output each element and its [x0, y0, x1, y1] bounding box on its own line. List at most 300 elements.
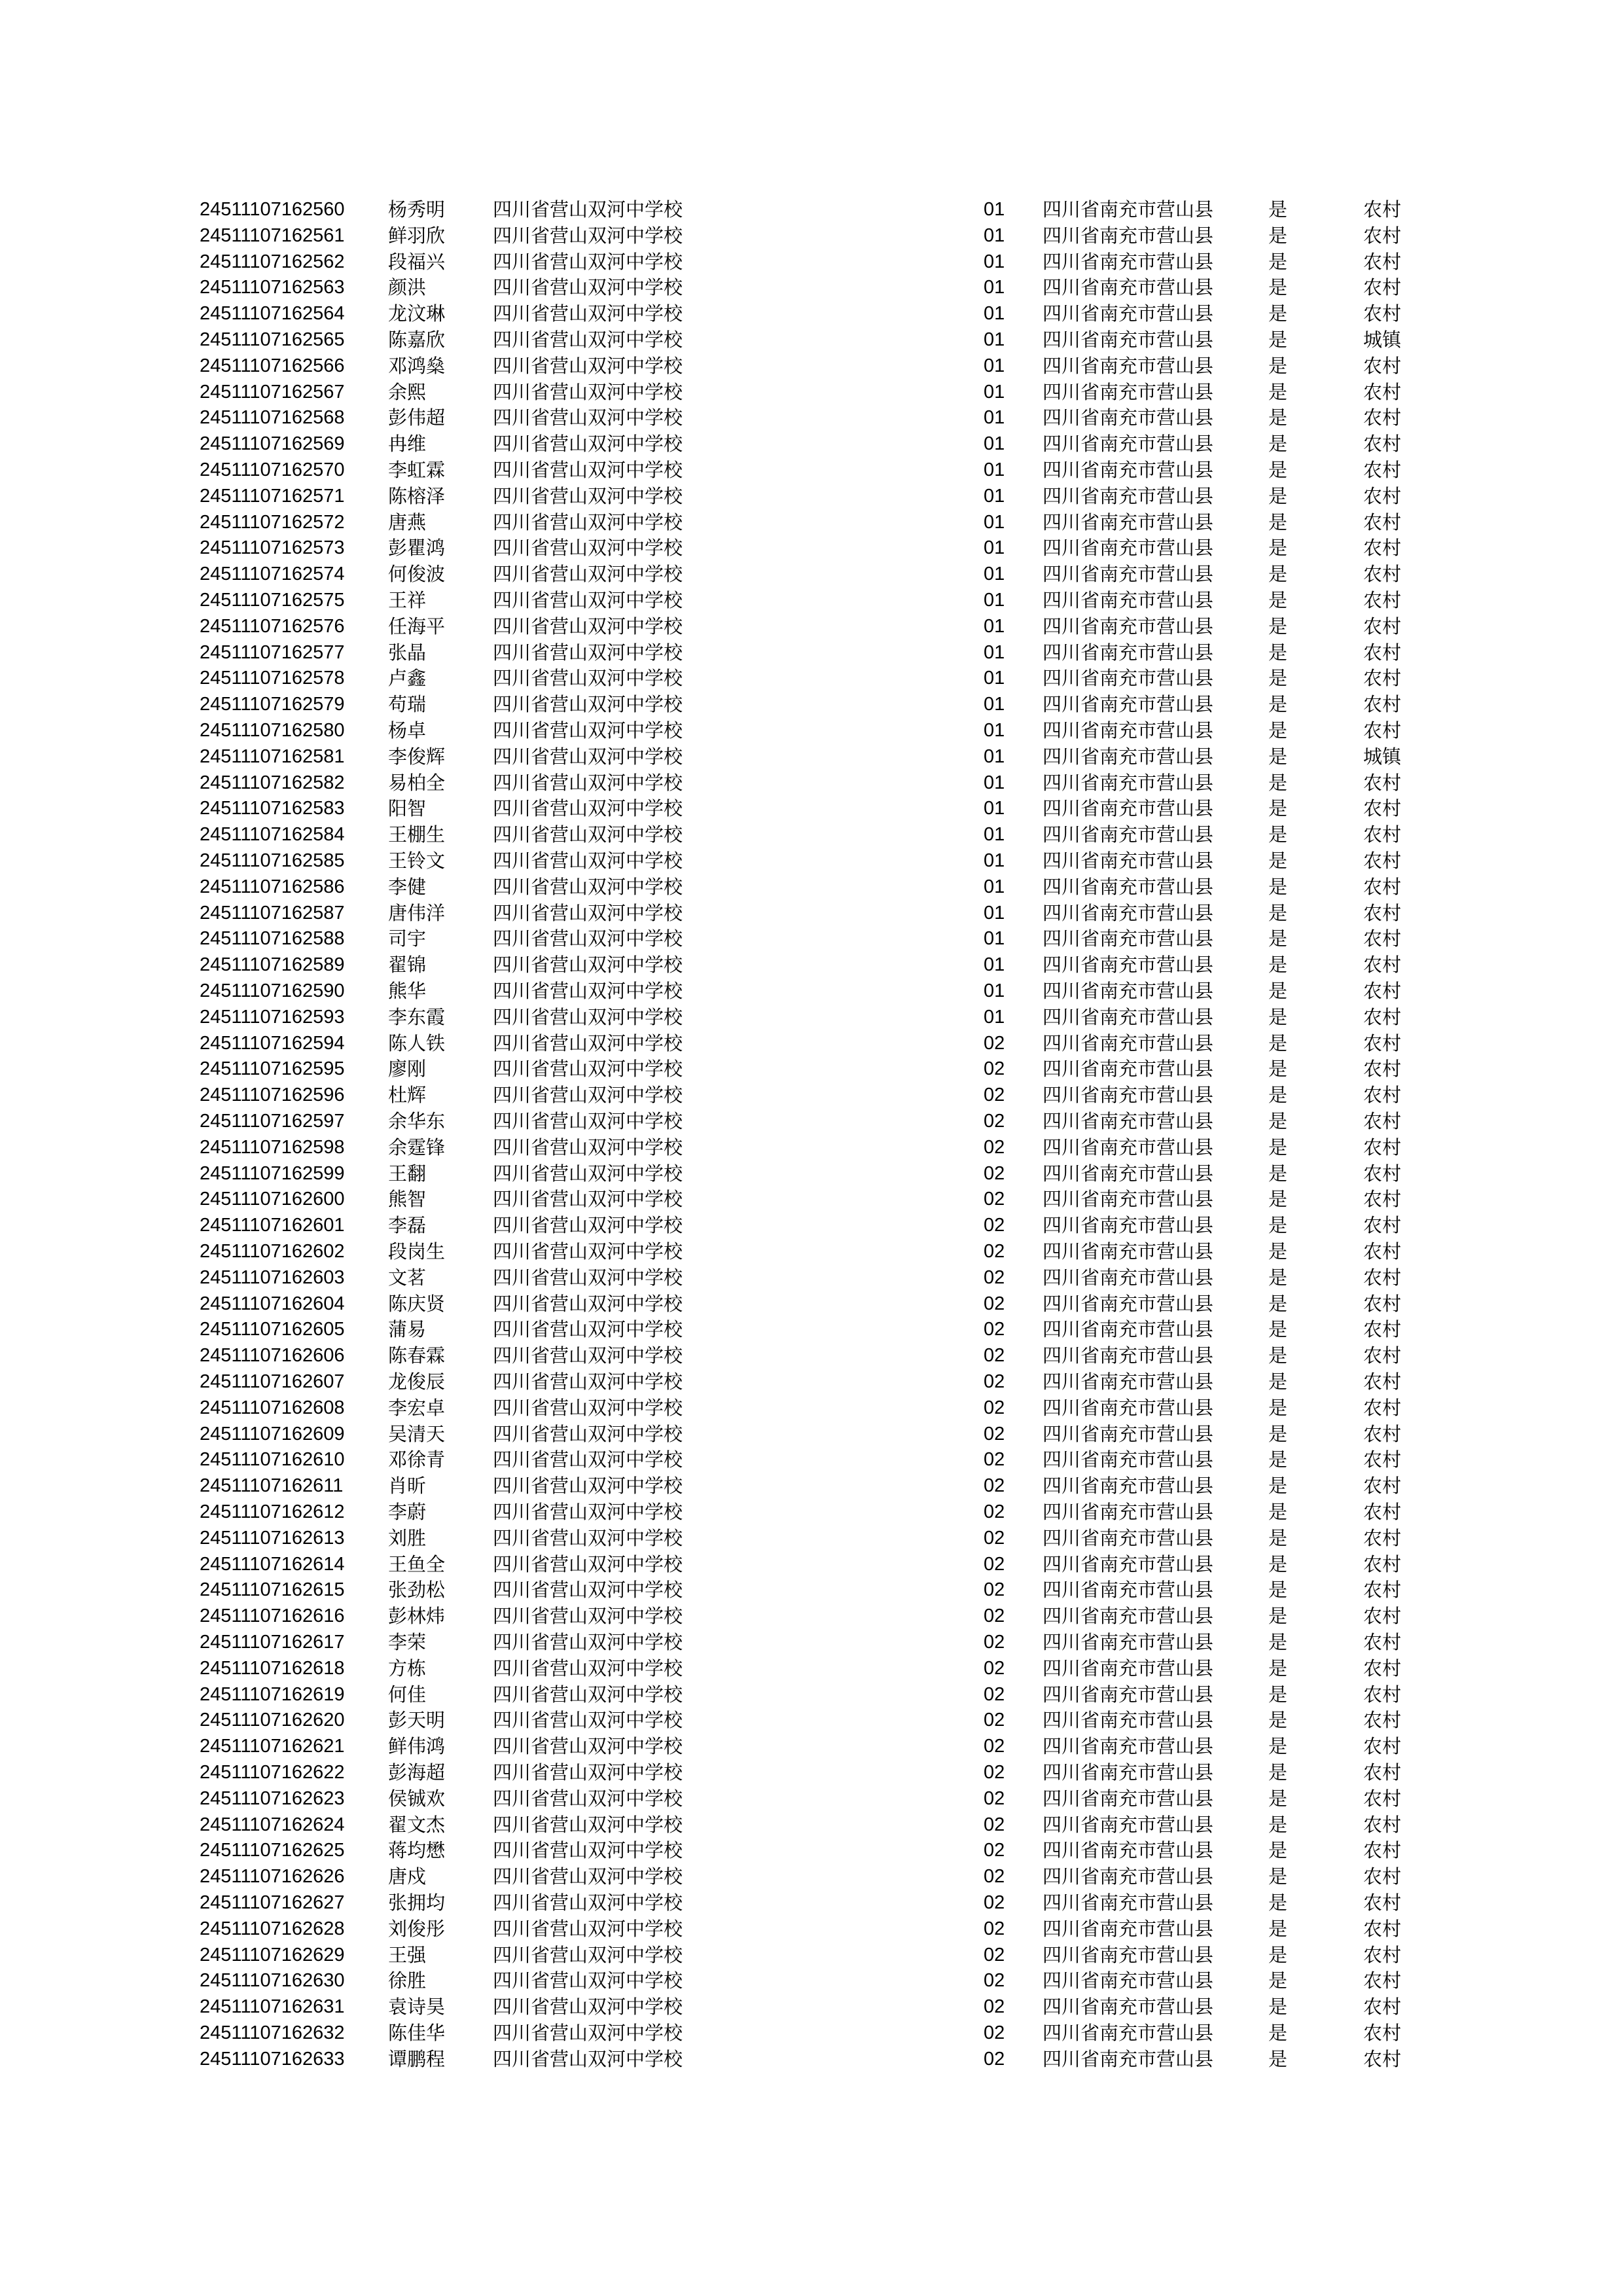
student-name: 李宏卓 — [388, 1396, 446, 1419]
eligibility-flag: 是 — [1268, 2022, 1288, 2044]
candidate-id: 24511107162590 — [200, 980, 345, 1001]
eligibility-flag: 是 — [1268, 354, 1288, 377]
school-name: 四川省营山双河中学校 — [493, 1058, 683, 1081]
household-region: 四川省南充市营山县 — [1043, 1579, 1214, 1602]
residence-type: 农村 — [1363, 433, 1402, 456]
eligibility-flag: 是 — [1268, 589, 1288, 611]
table-row — [0, 821, 1623, 848]
category-code: 01 — [984, 485, 1005, 507]
residence-type: 农村 — [1363, 1240, 1402, 1263]
school-name: 四川省营山双河中学校 — [493, 380, 683, 403]
table-row — [0, 1369, 1623, 1395]
candidate-id: 24511107162563 — [200, 277, 345, 298]
candidate-id: 24511107162611 — [200, 1475, 344, 1497]
category-code: 02 — [984, 1189, 1005, 1210]
school-name: 四川省营山双河中学校 — [493, 1110, 683, 1132]
category-code: 02 — [984, 1136, 1005, 1158]
eligibility-flag: 是 — [1268, 927, 1288, 950]
school-name: 四川省营山双河中学校 — [493, 2047, 683, 2070]
student-name: 陈人铁 — [388, 1031, 446, 1054]
household-region: 四川省南充市营山县 — [1043, 1943, 1214, 1966]
table-row — [0, 1890, 1623, 1916]
residence-type: 农村 — [1363, 198, 1402, 221]
school-name: 四川省营山双河中学校 — [493, 1162, 683, 1185]
household-region: 四川省南充市营山县 — [1043, 745, 1214, 768]
candidate-id: 24511107162607 — [200, 1371, 345, 1392]
table-row — [0, 1863, 1623, 1890]
household-region: 四川省南充市营山县 — [1043, 329, 1214, 351]
candidate-id: 24511107162587 — [200, 902, 345, 924]
candidate-id: 24511107162608 — [200, 1397, 345, 1418]
table-row — [0, 1603, 1623, 1629]
school-name: 四川省营山双河中学校 — [493, 1605, 683, 1628]
candidate-id: 24511107162628 — [200, 1918, 345, 1939]
household-region: 四川省南充市营山县 — [1043, 1761, 1214, 1784]
student-name: 张晶 — [388, 641, 427, 664]
category-code: 02 — [984, 1814, 1005, 1835]
category-code: 02 — [984, 1371, 1005, 1392]
table-row — [0, 978, 1623, 1004]
residence-type: 农村 — [1363, 1266, 1402, 1289]
eligibility-flag: 是 — [1268, 1110, 1288, 1132]
student-name: 彭天明 — [388, 1709, 446, 1732]
residence-type: 农村 — [1363, 276, 1402, 299]
category-code: 02 — [984, 2022, 1005, 2043]
school-name: 四川省营山双河中学校 — [493, 1526, 683, 1549]
household-region: 四川省南充市营山县 — [1043, 797, 1214, 820]
candidate-id: 24511107162564 — [200, 303, 345, 325]
candidate-id: 24511107162617 — [200, 1632, 345, 1653]
residence-type: 农村 — [1363, 1188, 1402, 1211]
school-name: 四川省营山双河中学校 — [493, 667, 683, 690]
residence-type: 农村 — [1363, 1318, 1402, 1341]
student-name: 段岗生 — [388, 1240, 446, 1263]
student-name: 鲜羽欣 — [388, 224, 446, 247]
candidate-id: 24511107162599 — [200, 1162, 345, 1184]
table-row — [0, 483, 1623, 509]
candidate-id: 24511107162581 — [200, 745, 345, 767]
household-region: 四川省南充市营山县 — [1043, 380, 1214, 403]
candidate-id: 24511107162625 — [200, 1840, 345, 1861]
table-row — [0, 744, 1623, 770]
residence-type: 农村 — [1363, 2047, 1402, 2070]
eligibility-flag: 是 — [1268, 1136, 1288, 1158]
category-code: 01 — [984, 850, 1005, 871]
eligibility-flag: 是 — [1268, 1996, 1288, 2018]
table-row — [0, 457, 1623, 483]
table-row — [0, 874, 1623, 900]
eligibility-flag: 是 — [1268, 1344, 1288, 1367]
household-region: 四川省南充市营山县 — [1043, 2022, 1214, 2044]
school-name: 四川省营山双河中学校 — [493, 1084, 683, 1107]
student-name: 何俊波 — [388, 563, 446, 586]
eligibility-flag: 是 — [1268, 901, 1288, 924]
eligibility-flag: 是 — [1268, 1084, 1288, 1107]
school-name: 四川省营山双河中学校 — [493, 511, 683, 533]
school-name: 四川省营山双河中学校 — [493, 1735, 683, 1758]
eligibility-flag: 是 — [1268, 1631, 1288, 1653]
category-code: 01 — [984, 980, 1005, 1001]
school-name: 四川省营山双河中学校 — [493, 1709, 683, 1732]
eligibility-flag: 是 — [1268, 563, 1288, 586]
eligibility-flag: 是 — [1268, 719, 1288, 742]
category-code: 01 — [984, 824, 1005, 846]
residence-type: 农村 — [1363, 1501, 1402, 1523]
residence-type: 农村 — [1363, 667, 1402, 690]
residence-type: 农村 — [1363, 980, 1402, 1002]
student-name: 段福兴 — [388, 250, 446, 273]
candidate-id: 24511107162598 — [200, 1136, 345, 1158]
candidate-id: 24511107162633 — [200, 2048, 345, 2070]
household-region: 四川省南充市营山县 — [1043, 1162, 1214, 1185]
student-name: 熊智 — [388, 1188, 427, 1211]
school-name: 四川省营山双河中学校 — [493, 1761, 683, 1784]
eligibility-flag: 是 — [1268, 1943, 1288, 1966]
eligibility-flag: 是 — [1268, 433, 1288, 456]
household-region: 四川省南充市营山县 — [1043, 1422, 1214, 1445]
school-name: 四川省营山双河中学校 — [493, 1266, 683, 1289]
category-code: 02 — [984, 1840, 1005, 1861]
residence-type: 农村 — [1363, 1344, 1402, 1367]
student-name: 袁诗昊 — [388, 1996, 446, 2018]
school-name: 四川省营山双河中学校 — [493, 1501, 683, 1523]
student-name: 翟文杰 — [388, 1813, 446, 1836]
eligibility-flag: 是 — [1268, 459, 1288, 481]
candidate-id: 24511107162578 — [200, 668, 345, 689]
category-code: 02 — [984, 1032, 1005, 1054]
household-region: 四川省南充市营山县 — [1043, 1631, 1214, 1653]
category-code: 01 — [984, 590, 1005, 611]
candidate-id: 24511107162574 — [200, 564, 345, 585]
residence-type: 农村 — [1363, 1761, 1402, 1784]
category-code: 02 — [984, 1892, 1005, 1913]
school-name: 四川省营山双河中学校 — [493, 1371, 683, 1393]
household-region: 四川省南充市营山县 — [1043, 250, 1214, 273]
household-region: 四川省南充市营山县 — [1043, 1005, 1214, 1028]
school-name: 四川省营山双河中学校 — [493, 302, 683, 325]
school-name: 四川省营山双河中学校 — [493, 615, 683, 637]
school-name: 四川省营山双河中学校 — [493, 823, 683, 846]
category-code: 02 — [984, 1111, 1005, 1132]
student-name: 唐戍 — [388, 1865, 427, 1888]
student-name: 冉维 — [388, 433, 427, 456]
residence-type: 农村 — [1363, 380, 1402, 403]
household-region: 四川省南充市营山县 — [1043, 537, 1214, 560]
table-row — [0, 1082, 1623, 1108]
table-row — [0, 1004, 1623, 1030]
category-code: 01 — [984, 381, 1005, 403]
table-row — [0, 952, 1623, 978]
residence-type: 农村 — [1363, 641, 1402, 664]
category-code: 02 — [984, 1501, 1005, 1522]
category-code: 01 — [984, 902, 1005, 924]
household-region: 四川省南充市营山县 — [1043, 1839, 1214, 1862]
table-row — [0, 1421, 1623, 1447]
table-row — [0, 1108, 1623, 1134]
school-name: 四川省营山双河中学校 — [493, 1917, 683, 1940]
household-region: 四川省南充市营山县 — [1043, 1292, 1214, 1315]
category-code: 02 — [984, 1475, 1005, 1497]
student-name: 邓徐青 — [388, 1448, 446, 1471]
student-name: 肖昕 — [388, 1475, 427, 1498]
category-code: 02 — [984, 1266, 1005, 1288]
eligibility-flag: 是 — [1268, 1162, 1288, 1185]
eligibility-flag: 是 — [1268, 1214, 1288, 1237]
category-code: 02 — [984, 1710, 1005, 1731]
student-name: 卢鑫 — [388, 667, 427, 690]
residence-type: 农村 — [1363, 406, 1402, 429]
student-name: 易柏全 — [388, 771, 446, 794]
table-row — [0, 770, 1623, 796]
table-row — [0, 1030, 1623, 1056]
category-code: 02 — [984, 1058, 1005, 1080]
table-row — [0, 404, 1623, 431]
category-code: 01 — [984, 694, 1005, 715]
student-name: 文茗 — [388, 1266, 427, 1289]
category-code: 01 — [984, 355, 1005, 376]
school-name: 四川省营山双河中学校 — [493, 484, 683, 507]
residence-type: 农村 — [1363, 563, 1402, 586]
household-region: 四川省南充市营山县 — [1043, 980, 1214, 1002]
table-row — [0, 1785, 1623, 1812]
eligibility-flag: 是 — [1268, 1292, 1288, 1315]
table-row — [0, 1707, 1623, 1733]
category-code: 02 — [984, 1397, 1005, 1418]
table-row — [0, 561, 1623, 587]
school-name: 四川省营山双河中学校 — [493, 1865, 683, 1888]
eligibility-flag: 是 — [1268, 615, 1288, 637]
eligibility-flag: 是 — [1268, 2047, 1288, 2070]
household-region: 四川省南充市营山县 — [1043, 1188, 1214, 1211]
household-region: 四川省南充市营山县 — [1043, 693, 1214, 716]
household-region: 四川省南充市营山县 — [1043, 1917, 1214, 1940]
student-name: 李磊 — [388, 1214, 427, 1237]
table-row — [0, 509, 1623, 535]
table-row — [0, 1134, 1623, 1160]
category-code: 02 — [984, 1683, 1005, 1705]
school-name: 四川省营山双河中学校 — [493, 641, 683, 664]
eligibility-flag: 是 — [1268, 1917, 1288, 1940]
student-name: 鲜伟鸿 — [388, 1735, 446, 1758]
student-name: 王祥 — [388, 589, 427, 611]
eligibility-flag: 是 — [1268, 1735, 1288, 1758]
school-name: 四川省营山双河中学校 — [493, 875, 683, 898]
table-row — [0, 1629, 1623, 1655]
category-code: 01 — [984, 277, 1005, 298]
category-code: 01 — [984, 459, 1005, 480]
school-name: 四川省营山双河中学校 — [493, 954, 683, 977]
eligibility-flag: 是 — [1268, 329, 1288, 351]
table-row — [0, 300, 1623, 327]
table-row — [0, 587, 1623, 613]
student-name: 王鱼全 — [388, 1552, 446, 1575]
candidate-id: 24511107162593 — [200, 1006, 345, 1028]
category-code: 02 — [984, 1423, 1005, 1444]
student-name: 颜洪 — [388, 276, 427, 299]
school-name: 四川省营山双河中学校 — [493, 1475, 683, 1498]
student-name: 王棚生 — [388, 823, 446, 846]
category-code: 02 — [984, 1241, 1005, 1262]
student-name: 蒋均懋 — [388, 1839, 446, 1862]
student-name: 徐胜 — [388, 1969, 427, 1992]
household-region: 四川省南充市营山县 — [1043, 198, 1214, 221]
residence-type: 农村 — [1363, 797, 1402, 820]
residence-type: 农村 — [1363, 484, 1402, 507]
category-code: 02 — [984, 1449, 1005, 1471]
table-row — [0, 691, 1623, 717]
category-code: 02 — [984, 1162, 1005, 1184]
category-code: 01 — [984, 251, 1005, 272]
candidate-id: 24511107162615 — [200, 1579, 345, 1601]
candidate-id: 24511107162596 — [200, 1085, 345, 1106]
household-region: 四川省南充市营山县 — [1043, 1735, 1214, 1758]
table-row — [0, 1291, 1623, 1317]
residence-type: 农村 — [1363, 1943, 1402, 1966]
school-name: 四川省营山双河中学校 — [493, 1240, 683, 1263]
table-row — [0, 431, 1623, 457]
student-name: 余华东 — [388, 1110, 446, 1132]
category-code: 02 — [984, 1970, 1005, 1992]
school-name: 四川省营山双河中学校 — [493, 850, 683, 872]
student-name: 张劲松 — [388, 1579, 446, 1602]
candidate-id: 24511107162629 — [200, 1944, 345, 1965]
residence-type: 农村 — [1363, 875, 1402, 898]
table-row — [0, 1265, 1623, 1291]
table-row — [0, 1186, 1623, 1212]
eligibility-flag: 是 — [1268, 1318, 1288, 1341]
household-region: 四川省南充市营山县 — [1043, 1969, 1214, 1992]
household-region: 四川省南充市营山县 — [1043, 1813, 1214, 1836]
residence-type: 农村 — [1363, 1865, 1402, 1888]
eligibility-flag: 是 — [1268, 484, 1288, 507]
residence-type: 农村 — [1363, 1136, 1402, 1158]
eligibility-flag: 是 — [1268, 1240, 1288, 1263]
candidate-id: 24511107162601 — [200, 1215, 345, 1236]
eligibility-flag: 是 — [1268, 1031, 1288, 1054]
eligibility-flag: 是 — [1268, 1839, 1288, 1862]
table-row — [0, 1655, 1623, 1681]
eligibility-flag: 是 — [1268, 1396, 1288, 1419]
eligibility-flag: 是 — [1268, 1813, 1288, 1836]
residence-type: 农村 — [1363, 1422, 1402, 1445]
eligibility-flag: 是 — [1268, 537, 1288, 560]
category-code: 01 — [984, 1006, 1005, 1028]
residence-type: 农村 — [1363, 1005, 1402, 1028]
table-row — [0, 223, 1623, 249]
candidate-id: 24511107162565 — [200, 329, 345, 350]
candidate-id: 24511107162589 — [200, 954, 345, 976]
school-name: 四川省营山双河中学校 — [493, 2022, 683, 2044]
candidate-id: 24511107162620 — [200, 1710, 345, 1731]
student-name: 彭林炜 — [388, 1605, 446, 1628]
eligibility-flag: 是 — [1268, 1526, 1288, 1549]
residence-type: 农村 — [1363, 511, 1402, 533]
student-name: 陈庆贤 — [388, 1292, 446, 1315]
candidate-id: 24511107162560 — [200, 199, 345, 220]
student-name: 吴清天 — [388, 1422, 446, 1445]
candidate-id: 24511107162626 — [200, 1866, 345, 1888]
table-row — [0, 1759, 1623, 1785]
residence-type: 农村 — [1363, 615, 1402, 637]
category-code: 01 — [984, 224, 1005, 246]
student-name: 苟瑞 — [388, 693, 427, 716]
household-region: 四川省南充市营山县 — [1043, 1996, 1214, 2018]
table-row — [0, 1446, 1623, 1473]
school-name: 四川省营山双河中学校 — [493, 1318, 683, 1341]
school-name: 四川省营山双河中学校 — [493, 1422, 683, 1445]
school-name: 四川省营山双河中学校 — [493, 563, 683, 586]
household-region: 四川省南充市营山县 — [1043, 1240, 1214, 1263]
household-region: 四川省南充市营山县 — [1043, 1136, 1214, 1158]
school-name: 四川省营山双河中学校 — [493, 1396, 683, 1419]
student-name: 龙汶琳 — [388, 302, 446, 325]
table-row — [0, 639, 1623, 666]
residence-type: 农村 — [1363, 589, 1402, 611]
eligibility-flag: 是 — [1268, 380, 1288, 403]
eligibility-flag: 是 — [1268, 771, 1288, 794]
table-row — [0, 1967, 1623, 1994]
candidate-id: 24511107162632 — [200, 2022, 345, 2043]
category-code: 02 — [984, 1866, 1005, 1888]
category-code: 02 — [984, 1215, 1005, 1236]
category-code: 01 — [984, 928, 1005, 950]
school-name: 四川省营山双河中学校 — [493, 1657, 683, 1679]
household-region: 四川省南充市营山县 — [1043, 1031, 1214, 1054]
candidate-id: 24511107162602 — [200, 1241, 345, 1262]
household-region: 四川省南充市营山县 — [1043, 433, 1214, 456]
residence-type: 农村 — [1363, 1813, 1402, 1836]
eligibility-flag: 是 — [1268, 1266, 1288, 1289]
table-row — [0, 717, 1623, 744]
student-name: 侯铖欢 — [388, 1787, 446, 1810]
student-name: 李荣 — [388, 1631, 427, 1653]
student-name: 彭瞿鸿 — [388, 537, 446, 560]
residence-type: 农村 — [1363, 1214, 1402, 1237]
residence-type: 农村 — [1363, 850, 1402, 872]
residence-type: 农村 — [1363, 719, 1402, 742]
eligibility-flag: 是 — [1268, 406, 1288, 429]
school-name: 四川省营山双河中学校 — [493, 354, 683, 377]
category-code: 01 — [984, 564, 1005, 585]
eligibility-flag: 是 — [1268, 1475, 1288, 1498]
category-code: 01 — [984, 876, 1005, 897]
eligibility-flag: 是 — [1268, 198, 1288, 221]
student-name: 李俊辉 — [388, 745, 446, 768]
household-region: 四川省南充市营山县 — [1043, 302, 1214, 325]
household-region: 四川省南充市营山县 — [1043, 954, 1214, 977]
candidate-id: 24511107162627 — [200, 1892, 345, 1913]
candidate-id: 24511107162562 — [200, 251, 345, 272]
category-code: 02 — [984, 1345, 1005, 1367]
residence-type: 农村 — [1363, 954, 1402, 977]
residence-type: 农村 — [1363, 459, 1402, 481]
table-row — [0, 1733, 1623, 1759]
residence-type: 农村 — [1363, 927, 1402, 950]
student-name: 杨秀明 — [388, 198, 446, 221]
household-region: 四川省南充市营山县 — [1043, 1266, 1214, 1289]
residence-type: 农村 — [1363, 1892, 1402, 1914]
candidate-id: 24511107162630 — [200, 1970, 345, 1992]
school-name: 四川省营山双河中学校 — [493, 433, 683, 456]
candidate-id: 24511107162573 — [200, 537, 345, 559]
candidate-id: 24511107162623 — [200, 1787, 345, 1809]
table-row — [0, 535, 1623, 561]
table-row — [0, 665, 1623, 691]
household-region: 四川省南充市营山县 — [1043, 875, 1214, 898]
school-name: 四川省营山双河中学校 — [493, 1969, 683, 1992]
candidate-id: 24511107162619 — [200, 1683, 345, 1705]
table-row — [0, 1577, 1623, 1603]
